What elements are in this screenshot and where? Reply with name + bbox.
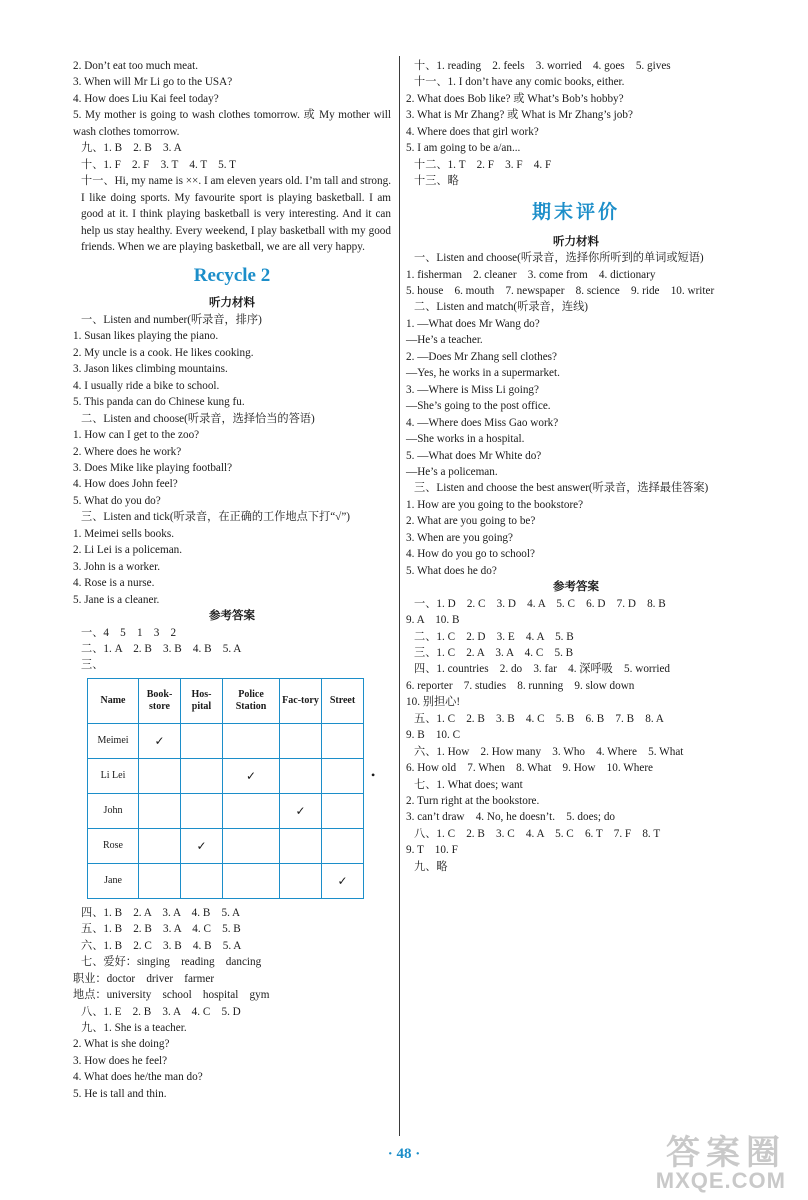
text-line: 3. Does Mike like playing football? [73, 461, 233, 474]
recycle-2-title: Recycle 2 [193, 265, 271, 287]
answer-line: 八、1. C 2. B 3. C 4. A 5. C 6. T 7. F 8. T [414, 827, 661, 840]
text-line: —She works in a hospital. [406, 433, 525, 446]
answer-line: 四、1. B 2. A 3. A 4. B 5. A [81, 906, 241, 919]
column-divider [399, 56, 400, 1136]
table-header: Fac-tory [280, 678, 322, 723]
text-line: 5. —What does Mr White do? [406, 449, 542, 462]
text-line: 4. Rose is a nurse. [73, 577, 155, 590]
table-cell-check [139, 863, 181, 898]
table-cell-check: ✓ [181, 828, 223, 863]
table-cell-check [322, 828, 364, 863]
table-header: Police Station [223, 678, 280, 723]
text-line: 4. I usually ride a bike to school. [73, 379, 220, 392]
table-cell-check: ✓ [322, 863, 364, 898]
answer-line: 七、爱好：singing reading dancing [81, 956, 262, 969]
listening-lines [73, 312, 391, 509]
table-header: Hos-pital [181, 678, 223, 723]
answer-line: 4. What does he/the man do? [73, 1071, 203, 1084]
table-header: Book-store [139, 678, 181, 723]
answer-line: 9. T 10. F [406, 844, 458, 857]
text-line: 1. Susan likes playing the piano. [73, 330, 219, 343]
text-line: 4. How does John feel? [73, 478, 178, 491]
text-line: —Yes, he works in a supermarket. [406, 367, 560, 380]
answer-line: 2. What does Bob like? 或 What’s Bob’s hobby? [406, 92, 624, 105]
table-cell-check [223, 723, 280, 758]
text-paragraph: 一、Listen and choose(听录音，选择你所听到的单词或短语) [414, 252, 704, 265]
text-line: 5. house 6. mouth 7. newspaper 8. science 9. ride 10. writer [406, 284, 715, 297]
text-line: 1. How are you going to the bookstore? [406, 498, 584, 511]
text-line: 5. Jane is a cleaner. [73, 593, 160, 606]
table-row [88, 828, 364, 863]
table-row [88, 793, 364, 828]
answer-line: 4. Where does that girl work? [406, 125, 539, 138]
text-line: 3. When are you going? [406, 531, 513, 544]
text-paragraph: 三、Listen and tick(听录音，在正确的工作地点下打“√”) [81, 511, 351, 524]
table-cell-name: Li Lei [88, 758, 139, 793]
answer-line: 三、 [81, 659, 104, 672]
text-paragraph: 三、Listen and choose the best answer(听录音，选择最佳答案) [414, 482, 709, 495]
text-line: 一、Listen and number(听录音，排序) [81, 313, 262, 326]
answer-line: 一、4 5 1 3 2 [81, 626, 177, 639]
right-column [406, 58, 746, 875]
stray-dot: • [371, 768, 376, 782]
answer-line: 十、1. F 2. F 3. T 4. T 5. T [81, 158, 236, 171]
text-line: 2. Li Lei is a policeman. [73, 544, 183, 557]
table-cell-check [322, 758, 364, 793]
table-cell-check [181, 758, 223, 793]
answer-line: 九、1. B 2. B 3. A [81, 142, 182, 155]
text-line: 1. —What does Mr Wang do? [406, 317, 540, 330]
answer-line: 5. I am going to be a/an... [406, 142, 521, 155]
answer-line: 6. reporter 7. studies 8. running 9. slow down [406, 679, 635, 692]
answer-line: 10. 别担心! [406, 696, 461, 709]
final-review-title: 期末评价 [531, 201, 620, 223]
answer-line: 二、1. C 2. D 3. E 4. A 5. B [414, 630, 574, 643]
text-line: 1. Meimei sells books. [73, 527, 174, 540]
text-line: 4. How does Liu Kai feel today? [73, 92, 219, 105]
answer-line: 三、1. C 2. A 3. A 4. C 5. B [414, 646, 574, 659]
left-top-lines [73, 58, 391, 107]
answer-line: 十、1. reading 2. feels 3. worried 4. goes 5. gives [414, 60, 671, 72]
answer-lines [406, 596, 746, 876]
table-cell-check [322, 723, 364, 758]
table-cell-check [223, 793, 280, 828]
table-header-row [88, 678, 364, 723]
tick-lines [73, 526, 391, 608]
table-cell-name: Meimei [88, 723, 139, 758]
watermark-text-cn: 答案圈 [666, 1134, 786, 1172]
answer-line: 地点：university school hospital gym [73, 989, 270, 1002]
answer-line: 九、略 [414, 860, 448, 873]
answer-line: 一、1. D 2. C 3. D 4. A 5. C 6. D 7. D 8. B [414, 597, 666, 610]
answer-lines-b [73, 905, 391, 1102]
table-cell-check [139, 828, 181, 863]
answer-line: 2. Turn right at the bookstore. [406, 795, 540, 808]
table-cell-check [181, 863, 223, 898]
best-answer-lines [406, 497, 746, 579]
text-line: 5. This panda can do Chinese kung fu. [73, 396, 245, 409]
table-cell-check [280, 863, 322, 898]
table-cell-check: ✓ [280, 793, 322, 828]
answer-line: 9. A 10. B [406, 614, 460, 627]
answer-line: 职业：doctor driver farmer [73, 972, 215, 985]
answer-line: 五、1. C 2. B 3. B 4. C 5. B 6. B 7. B 8. A [414, 712, 664, 725]
table-cell-name: Rose [88, 828, 139, 863]
answer-line: 四、1. countries 2. do 3. far 4. 深呼吸 5. worried [414, 663, 671, 676]
table-header: Street [322, 678, 364, 723]
listening-materials-heading: 听力材料 [553, 235, 599, 248]
answer-line: 5. He is tall and thin. [73, 1087, 167, 1100]
text-line: 二、Listen and choose(听录音，选择恰当的答语) [81, 412, 315, 425]
answer-line: 9. B 10. C [406, 729, 461, 742]
text-line: 二、Listen and match(听录音，连线) [414, 301, 588, 314]
table-cell-name: Jane [88, 863, 139, 898]
answer-line: 6. How old 7. When 8. What 9. How 10. Where [406, 762, 654, 775]
table-cell-check [139, 758, 181, 793]
text-paragraph: 5. My mother is going to wash clothes tomorrow. 或 My mother will wash clothes tomorrow. [73, 109, 391, 138]
workplace-table [87, 678, 364, 899]
essay-paragraph: 十一、Hi, my name is ××. I am eleven years old. I’m tall and strong. I like doing sports. My favourite sport is playing basketball. I am good at it. I think playing basketball is very interesting. And it can help us stay healthy. Every weekend, I play basketball with my good friends. When we are playing basketball, we are all very happy. [81, 175, 391, 253]
text-line: —She’s going to the post office. [406, 400, 551, 413]
text-line: 4. —Where does Miss Gao work? [406, 416, 559, 429]
text-line: 2. —Does Mr Zhang sell clothes? [406, 350, 557, 363]
table-cell-check [322, 793, 364, 828]
answer-line: 五、1. B 2. B 3. A 4. C 5. B [81, 923, 241, 936]
answer-line: 六、1. B 2. C 3. B 4. B 5. A [81, 939, 242, 952]
answer-line: 六、1. How 2. How many 3. Who 4. Where 5. What [414, 745, 684, 758]
answer-line: 十三、略 [414, 175, 459, 188]
text-line: 5. What does he do? [406, 564, 497, 577]
table-row [88, 863, 364, 898]
answer-line: 十一、1. I don’t have any comic books, either. [414, 76, 625, 89]
answers-heading: 参考答案 [553, 581, 599, 594]
listening-materials-heading: 听力材料 [209, 297, 255, 310]
table-cell-check: ✓ [139, 723, 181, 758]
page-number: · 48 · [387, 1146, 421, 1162]
table-cell-check [139, 793, 181, 828]
answer-line: 3. How does he feel? [73, 1054, 168, 1067]
table-row [88, 723, 364, 758]
text-line: 3. When will Mr Li go to the USA? [73, 76, 233, 89]
answer-line: 十二、1. T 2. F 3. F 4. F [414, 158, 552, 171]
listening-lines [406, 267, 746, 481]
table-cell-check [181, 723, 223, 758]
answer-line: 二、1. A 2. B 3. B 4. B 5. A [81, 642, 242, 655]
left-column [73, 58, 391, 1102]
answer-line: 八、1. E 2. B 3. A 4. C 5. D [81, 1005, 241, 1018]
text-line: 2. Don’t eat too much meat. [73, 60, 199, 72]
answer-line: 七、1. What does; want [414, 778, 523, 791]
answer-line: 九、1. She is a teacher. [81, 1022, 187, 1035]
table-row [88, 758, 364, 793]
text-line: —He’s a policeman. [406, 465, 498, 478]
text-line: 2. My uncle is a cook. He likes cooking. [73, 346, 254, 359]
table-cell-check: ✓ [223, 758, 280, 793]
text-line: 1. How can I get to the zoo? [73, 429, 200, 442]
table-cell-check [181, 793, 223, 828]
text-line: 2. What are you going to be? [406, 515, 536, 528]
answer-line: 3. can’t draw 4. No, he doesn’t. 5. does; do [406, 811, 616, 824]
table-cell-check [223, 828, 280, 863]
text-line: 1. fisherman 2. cleaner 3. come from 4. dictionary [406, 268, 656, 281]
answer-line: 3. What is Mr Zhang? 或 What is Mr Zhang’s job? [406, 109, 633, 122]
table-cell-check [223, 863, 280, 898]
text-line: 2. Where does he work? [73, 445, 182, 458]
text-line: 3. —Where is Miss Li going? [406, 383, 539, 396]
answers-heading: 参考答案 [209, 610, 255, 623]
table-cell-check [280, 828, 322, 863]
answer-line: 2. What is she doing? [73, 1038, 170, 1051]
right-top-lines [406, 58, 746, 190]
table-cell-name: John [88, 793, 139, 828]
table-cell-check [280, 758, 322, 793]
watermark-text-url: MXQE.COM [655, 1168, 786, 1193]
watermark-logo [656, 1136, 786, 1192]
text-line: 5. What do you do? [73, 494, 161, 507]
table-cell-check [280, 723, 322, 758]
table-header: Name [88, 678, 139, 723]
text-line: 3. Jason likes climbing mountains. [73, 363, 228, 376]
text-line: —He’s a teacher. [406, 334, 483, 347]
text-line: 3. John is a worker. [73, 560, 161, 573]
text-line: 4. How do you go to school? [406, 548, 535, 561]
